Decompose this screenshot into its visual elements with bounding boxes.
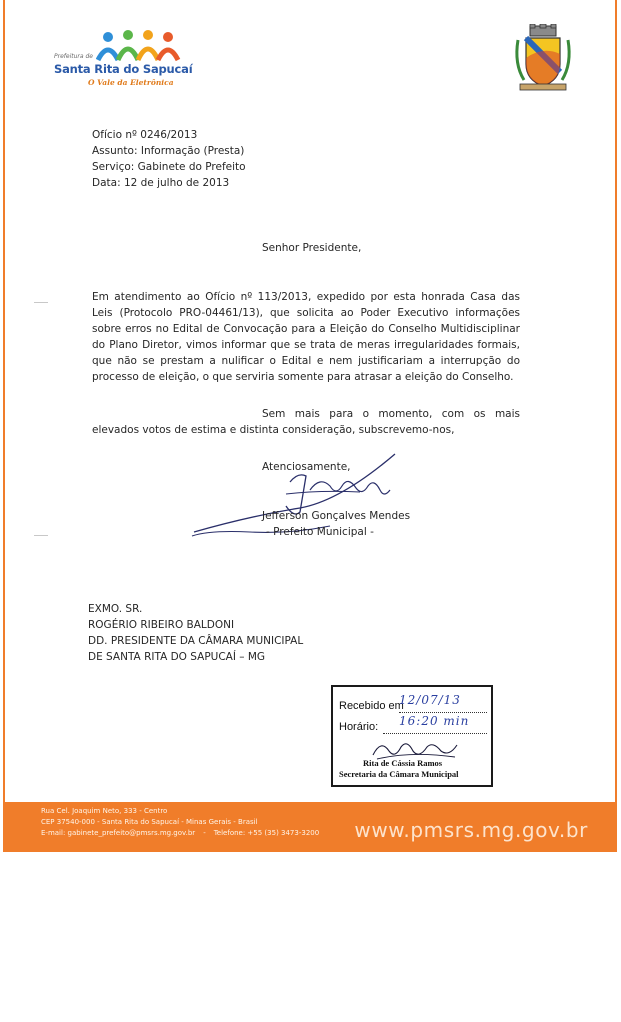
footer-email: E-mail: gabinete_prefeito@pmsrs.mg.gov.br — [41, 829, 196, 837]
footer-email-phone — [41, 828, 319, 839]
footer-band — [3, 802, 617, 852]
stamp-time-label: Horário: — [339, 721, 379, 733]
regards: Atenciosamente, — [262, 461, 351, 473]
stamp-role: Secretaria da Câmara Municipal — [339, 769, 459, 779]
logo-name: Santa Rita do Sapucaí — [54, 62, 193, 76]
scan-mark — [34, 302, 48, 303]
signer-name: Jefferson Gonçalves Mendes — [262, 510, 411, 522]
letter-header — [92, 127, 246, 191]
letter-body — [92, 289, 520, 385]
scan-mark — [34, 535, 48, 536]
salutation: Senhor Presidente, — [262, 242, 362, 254]
footer-cep: CEP 37540-000 - Santa Rita do Sapucaí - Minas Gerais - Brasil — [41, 818, 258, 826]
oficio-number: Ofício nº 0246/2013 — [92, 129, 198, 141]
date-line: Data: 12 de julho de 2013 — [92, 177, 230, 189]
footer-contact — [41, 806, 319, 839]
addressee-position: DD. PRESIDENTE DA CÂMARA MUNICIPAL — [88, 635, 304, 647]
stamp-received-date: 12/07/13 — [399, 693, 461, 707]
signer-role: - Prefeito Municipal - — [266, 526, 374, 538]
stamp-time-value: 16:20 min — [399, 714, 470, 728]
body-paragraph: Em atendimento ao Ofício nº 113/2013, expedido por esta honrada Casa das Leis (Protocolo PRO-04461/13), que solicita ao Poder Executivo informações sobre erros no Edital de Convocação para a Eleição do Conselho Multidisciplinar do Plano Diretor, vimos informar que se trata de meras irregularidades formais, que não se prestam a nulificar o Edital e nem justificariam a interrupção do processo de eleição, o que serviria somente para atrasar a eleição do Conselho. — [92, 291, 520, 383]
stamp-received-label: Recebido em — [339, 700, 404, 712]
logo-slogan: O Vale da Eletrônica — [88, 78, 174, 87]
addressee-city: DE SANTA RITA DO SAPUCAÍ – MG — [88, 651, 266, 663]
signer-block — [262, 508, 410, 540]
stamp-name: Rita de Cássia Ramos — [363, 758, 443, 768]
closing-paragraph — [92, 406, 520, 438]
logo-prefix: Prefeitura de — [54, 53, 93, 60]
municipality-logo — [52, 28, 192, 98]
addressee-block — [88, 601, 303, 665]
closing-text: Sem mais para o momento, com os mais elevados votos de estima e distinta consideração, subscrevemo-nos, — [92, 408, 520, 436]
subject-line: Assunto: Informação (Presta) — [92, 145, 245, 157]
addressee-title: EXMO. SR. — [88, 603, 143, 615]
people-logo-icon — [96, 30, 186, 62]
service-line: Serviço: Gabinete do Prefeito — [92, 161, 246, 173]
footer-phone: Telefone: +55 (35) 3473-3200 — [213, 829, 320, 837]
footer-website: www.pmsrs.mg.gov.br — [354, 818, 588, 842]
stamp-time-line — [383, 733, 487, 734]
footer-separator: - — [203, 829, 206, 837]
receipt-stamp — [331, 685, 493, 787]
footer-address: Rua Cel. Joaquim Neto, 333 - Centro — [41, 807, 168, 815]
stamp-date-line — [399, 712, 487, 713]
addressee-name: ROGÉRIO RIBEIRO BALDONI — [88, 619, 235, 631]
municipal-coat-of-arms-icon — [512, 24, 574, 94]
